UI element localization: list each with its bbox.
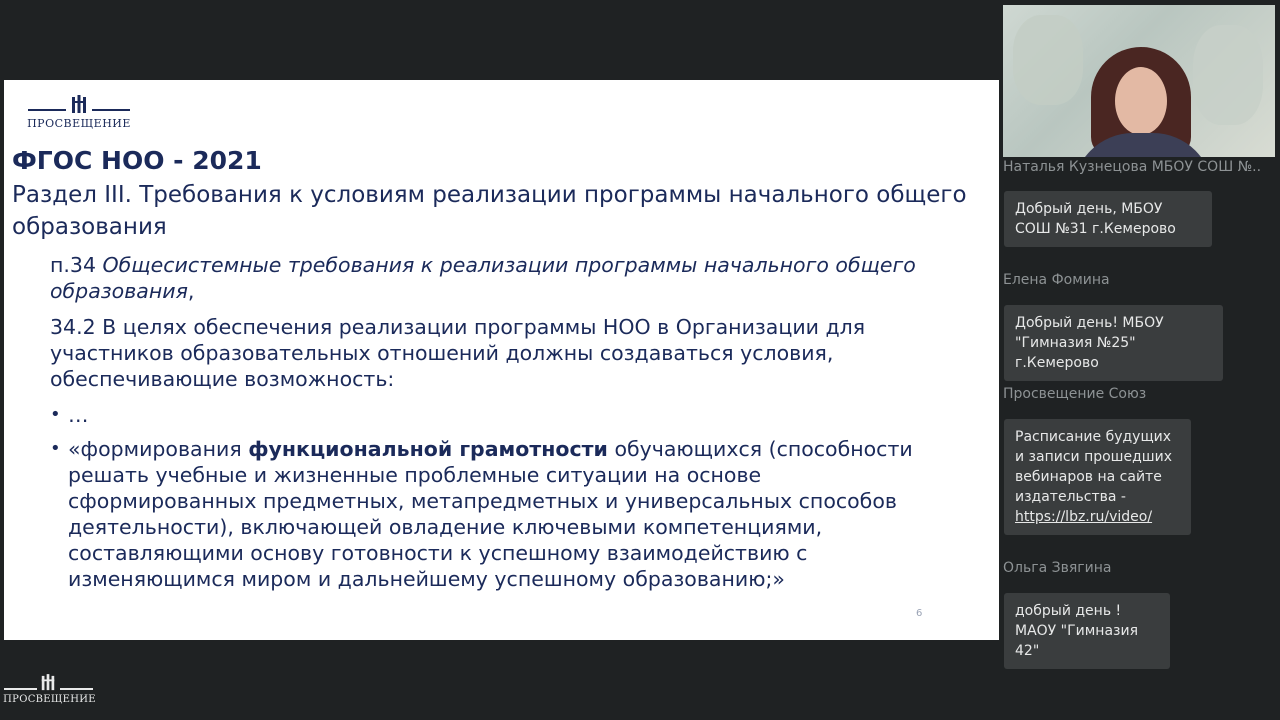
paragraph-34-2: 34.2 В целях обеспечения реализации программы НОО в Организации для участников образовательных отношений должны создаваться условия, обеспечивающие возможность:: [50, 315, 866, 391]
slide-subtitle: Раздел III. Требования к условиям реализации программы начального общего образования: [12, 182, 967, 240]
slide-title: ФГОС НОО - 2021: [12, 146, 262, 175]
prosveshchenie-logo-footer: [2, 674, 97, 708]
chat-message-3: [1004, 419, 1191, 535]
chat-message-4: добрый день !МАОУ "Гимназия 42": [1004, 593, 1170, 669]
participant-video[interactable]: [1003, 5, 1275, 157]
bullet-text-bold: функциональной грамотности: [248, 437, 608, 461]
point-text: Общесистемные требования к реализации программы начального общего образования: [50, 253, 916, 303]
logo-emblem-icon: [40, 674, 56, 692]
participant-face: [1115, 67, 1167, 135]
bullet-marker: •: [50, 438, 61, 459]
logo-line-left: [28, 109, 66, 111]
chat-link[interactable]: https://lbz.ru/video/: [1015, 509, 1153, 525]
bullet-list: [50, 402, 950, 592]
logo-line-right: [92, 109, 130, 111]
logo-wordmark: ПРОСВЕЩЕНИЕ: [27, 117, 131, 130]
bullet-text-pre: «формирования: [68, 437, 249, 461]
logo-line-left: [4, 688, 37, 690]
logo-emblem-icon: [70, 95, 88, 115]
point-suffix: ,: [187, 279, 195, 303]
video-background-shape: [1193, 25, 1263, 125]
chat-message-3-text: Расписание будущих и записи прошедших вебинаров на сайте издательства -: [1015, 429, 1172, 505]
presentation-slide: [4, 80, 999, 640]
bullet-item-ellipsis: [50, 402, 950, 436]
bullet-marker: •: [50, 404, 61, 425]
bullet-text-post: обучающихся (способности решать учебные и жизненные проблемные ситуации на основе сформированных предметных, метапредметных и универсальных способов деятельности), включающей овладение ключевыми компетенциями, составляющими основу готовности к успешному взаимодействию с изменяющимся миром и дальнейшему успешному образованию;»: [68, 437, 913, 591]
logo-wordmark: ПРОСВЕЩЕНИЕ: [3, 694, 96, 705]
chat-author-3: Просвещение Союз: [1003, 386, 1147, 402]
prosveshchenie-logo: [24, 95, 134, 133]
point-number: п.34: [50, 253, 103, 277]
chat-author-4: Ольга Звягина: [1003, 560, 1112, 576]
chat-author-2: Елена Фомина: [1003, 272, 1110, 288]
point-34: [50, 252, 950, 304]
slide-page-number: 6: [916, 608, 923, 619]
logo-line-right: [60, 688, 93, 690]
participant-name: Наталья Кузнецова МБОУ СОШ №..: [1003, 159, 1262, 175]
chat-message-1: Добрый день, МБОУ СОШ №31 г.Кемерово: [1004, 191, 1212, 247]
chat-message-2: Добрый день! МБОУ "Гимназия №25" г.Кемерово: [1004, 305, 1223, 381]
bullet-text: …: [68, 403, 89, 427]
bullet-item-literacy: [50, 436, 950, 592]
video-background-shape: [1013, 15, 1083, 105]
